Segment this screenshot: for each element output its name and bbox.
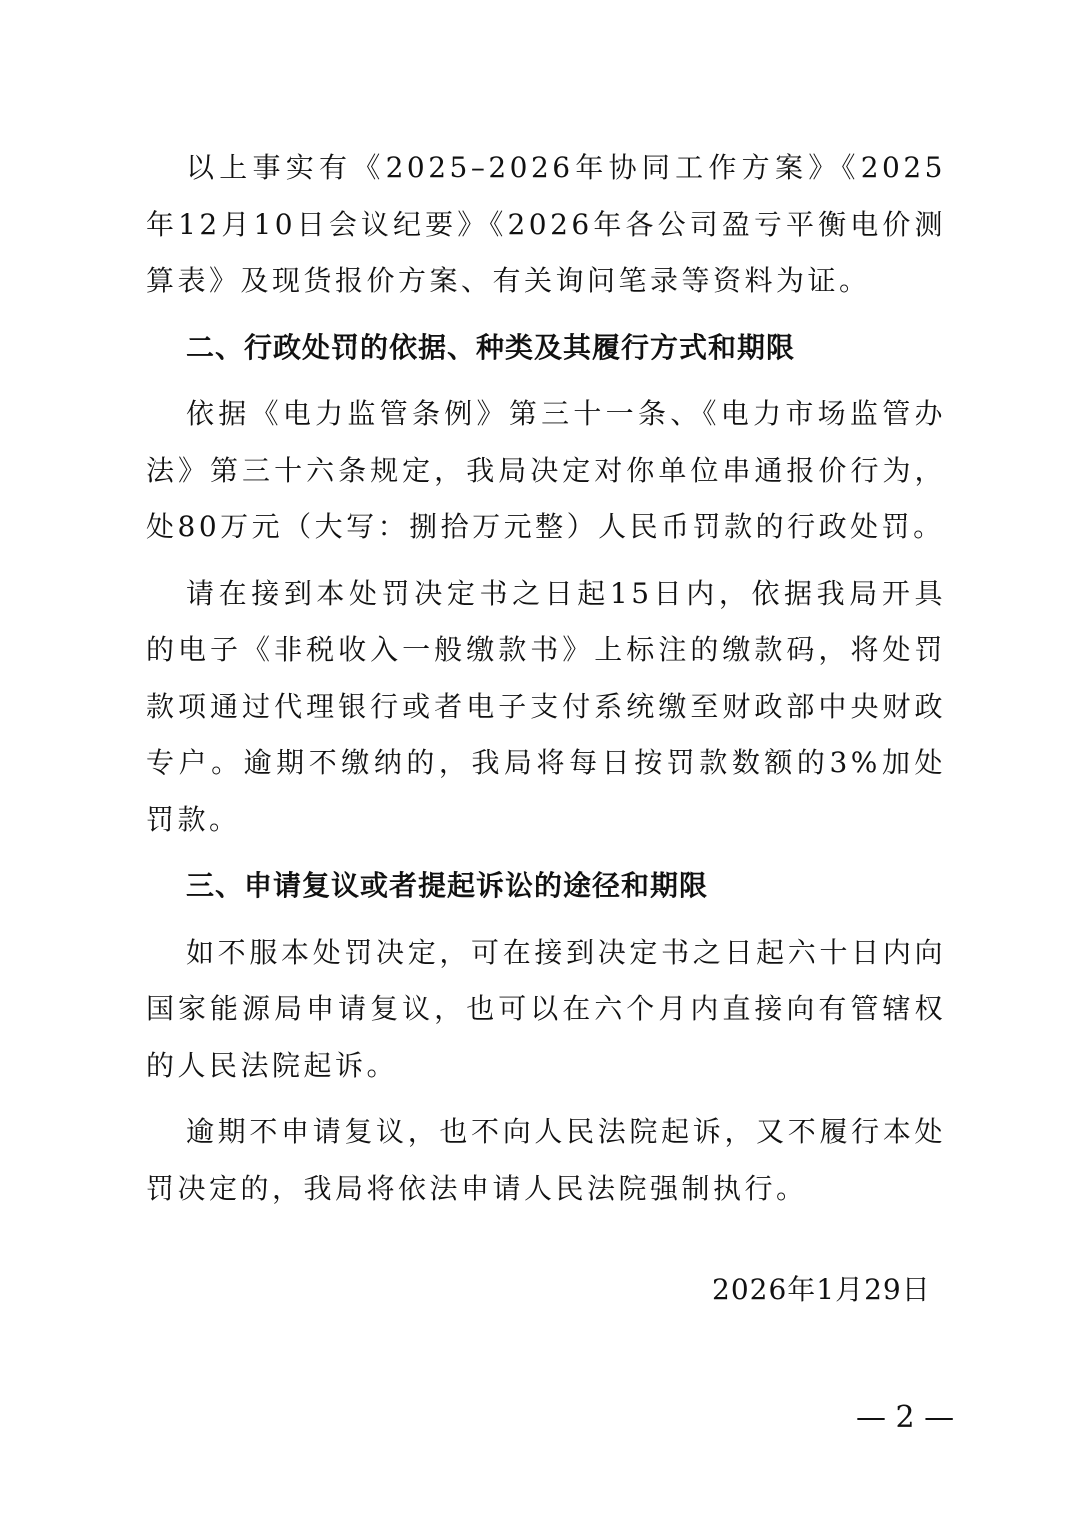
evidence-paragraph: 以上事实有《2025–2026年协同工作方案》《2025年12月10日会议纪要》《2026年各公司盈亏平衡电价测算表》及现货报价方案、有关询问笔录等资料为证。 (146, 151, 946, 297)
page-number: — 2 — (856, 1400, 955, 1435)
section-2-heading: 二、行政处罚的依据、种类及其履行方式和期限 (186, 330, 796, 364)
appeal-paragraph: 如不服本处罚决定，可在接到决定书之日起六十日内向国家能源局申请复议，也可以在六个月内直接向有管辖权的人民法院起诉。 (146, 935, 946, 1082)
penalty-basis-paragraph: 依据《电力监管条例》第三十一条、《电力市场监管办法》第三十六条规定，我局决定对你单位串通报价行为，处80万元（大写：捌拾万元整）人民币罚款的行政处罚。 (146, 397, 946, 543)
document-date: 2026年1月29日 (712, 1273, 931, 1306)
enforcement-paragraph: 逾期不申请复议，也不向人民法院起诉，又不履行本处罚决定的，我局将依法申请人民法院强制执行。 (146, 1115, 946, 1205)
document-body (146, 140, 946, 1217)
payment-paragraph: 请在接到本处罚决定书之日起15日内，依据我局开具的电子《非税收入一般缴款书》上标注的缴款码，将处罚款项通过代理银行或者电子支付系统缴至财政部中央财政专户。逾期不缴纳的，我局将每日按罚款数额的3%加处罚款。 (146, 576, 946, 836)
section-3-heading: 三、申请复议或者提起诉讼的途径和期限 (186, 869, 709, 902)
